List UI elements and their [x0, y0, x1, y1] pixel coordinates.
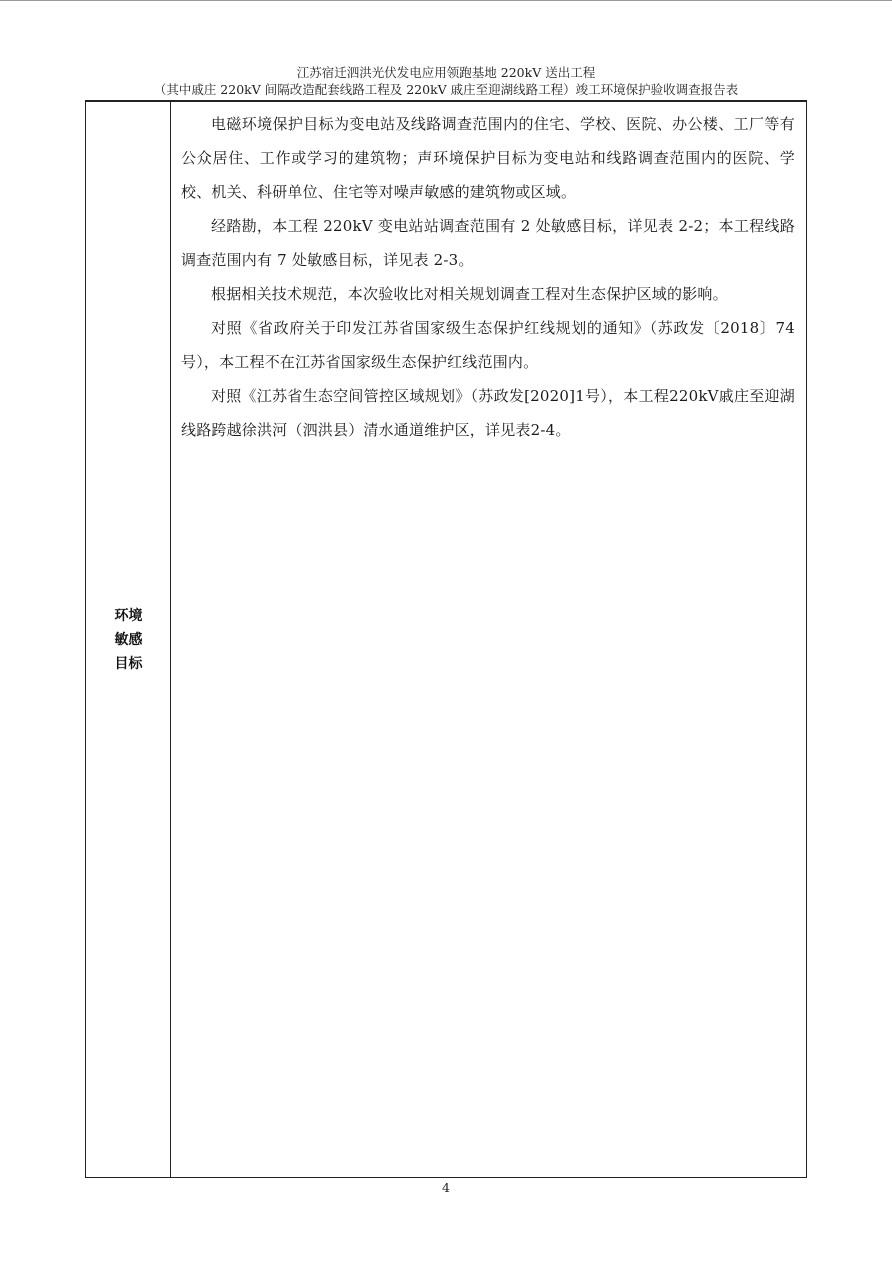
section-label-line: 敏感: [114, 632, 143, 648]
paragraph-red-line-plan: 对照《省政府关于印发江苏省国家级生态保护红线规划的通知》（苏政发〔2018〕74 号），本工程不在江苏省国家级生态保护红线范围内。: [181, 319, 795, 371]
paragraph-spatial-control-plan: 对照《江苏省生态空间管控区域规划》（苏政发[2020]1号），本工程220kV戚庄至迎湖线路跨越徐洪河（泗洪县）清水通道维护区，详见表2-4。: [181, 387, 795, 439]
page-number: 4: [442, 1180, 450, 1195]
section-label-cell: [86, 102, 171, 1177]
document-header: [0, 64, 892, 98]
header-title-line-2: （其中戚庄 220kV 间隔改造配套线路工程及 220kV 戚庄至迎湖线路工程）竣工环境保护验收调查报告表: [153, 82, 739, 97]
section-content-cell: [181, 107, 795, 447]
paragraph-technical-spec: 根据相关技术规范，本次验收比对相关规划调查工程对生态保护区域的影响。: [211, 285, 728, 303]
report-table: [85, 100, 807, 1178]
section-label-line: 目标: [114, 656, 143, 672]
top-border-line: [0, 0, 892, 1]
header-title-line-1: 江苏宿迁泗洪光伏发电应用领跑基地 220kV 送出工程: [296, 65, 596, 80]
paragraph-site-survey: 经踏勘，本工程 220kV 变电站站调查范围有 2 处敏感目标，详见表 2-2；本工程线路调查范围内有 7 处敏感目标，详见表 2-3。: [181, 217, 795, 269]
paragraph-protection-targets: 电磁环境保护目标为变电站及线路调查范围内的住宅、学校、医院、办公楼、工厂等有公众居住、工作或学习的建筑物；声环境保护目标为变电站和线路调查范围内的医院、学校、机关、科研单位、住宅等对噪声敏感的建筑物或区域。: [181, 115, 795, 201]
section-label-line: 环境: [114, 608, 143, 624]
section-label: [86, 604, 171, 676]
